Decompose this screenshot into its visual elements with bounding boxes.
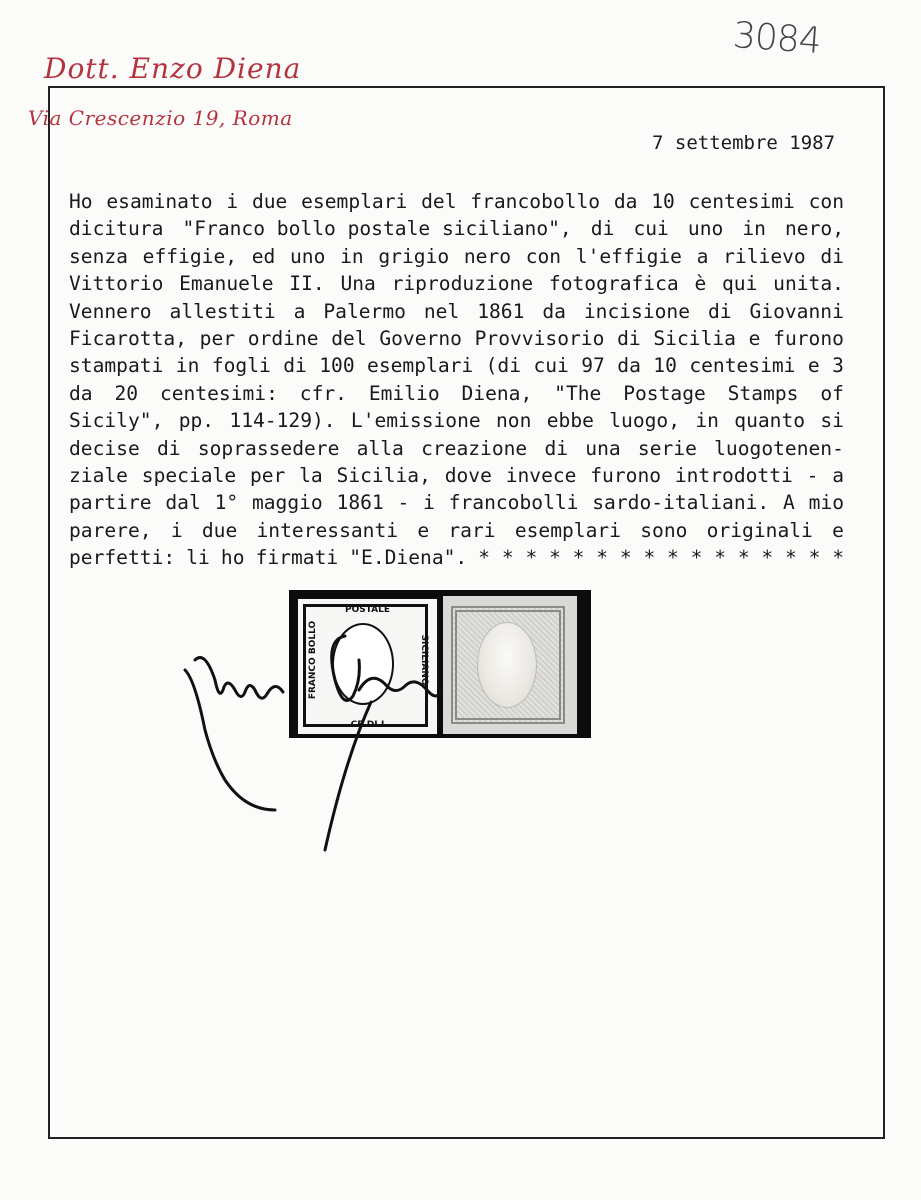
body-word: decise [69,436,140,460]
body-word: 10 [651,190,675,213]
body-word: per [249,464,286,488]
body-line [69,188,844,215]
body-word: cui [633,217,669,241]
body-word: con [525,244,562,268]
body-word: per [199,327,236,351]
body-word: qui [722,272,758,296]
body-word: del [331,327,367,351]
body-word: del [421,190,457,213]
stamp-top-label: POSTALE [344,605,391,615]
body-word: è [694,272,707,296]
body-word: * * * * * * * * * * * * * * * * [478,546,844,570]
body-word: di [283,354,307,378]
reference-number: 3084 [731,14,822,63]
body-line [69,435,844,462]
body-word: incisione [583,299,691,323]
body-word: fotografica [548,272,679,296]
body-word: II. [289,272,325,296]
body-word: furono [773,327,844,351]
body-word: uno [687,217,724,241]
body-word: luogotenen- [714,436,844,460]
body-word: parere, [69,518,152,542]
body-word: introdotti [674,464,793,488]
body-word: 97 [581,354,605,378]
body-word: perfetti: [69,546,176,570]
body-word: "The [554,381,602,405]
body-word: A [783,491,795,515]
body-word: speciale [141,464,237,488]
body-word: firmati [255,546,339,570]
body-word: L'emissione [350,409,481,433]
body-word: di [707,299,732,323]
body-word: Stamps [727,381,799,405]
body-word: da [617,354,641,378]
body-word: in [175,354,200,378]
body-word: dal [165,491,201,515]
body-word: 10 [653,354,677,378]
stamp-grey-embossed [443,596,577,734]
body-word: Ho [69,190,93,213]
body-word: ed [251,244,276,268]
stamp-left-label: FRANCO BOLLO [308,620,318,700]
letterhead-address: Via Crescenzio 19, Roma [28,106,293,130]
body-line [69,243,844,270]
body-word: sardo-italiani. [592,491,770,515]
body-word: 114-129). [229,409,336,433]
body-word: senza [69,244,128,268]
body-word: Diena, [461,381,533,405]
body-word: 1° [214,491,239,515]
body-word: invece [505,464,577,488]
body-word: Emanuele [179,272,274,296]
body-word: Emilio [368,381,440,405]
body-word: fogli [211,354,271,378]
border-top [48,86,884,88]
body-line [69,489,844,516]
body-word: soprassedere [197,436,340,460]
body-word: luogo, [609,409,681,433]
body-word: di [820,244,844,268]
body-word: 100 [319,354,355,378]
body-word: dicitura [69,217,164,241]
body-word: e [807,354,820,378]
body-word: Palermo [323,299,406,323]
body-word: sono [640,518,688,542]
body-word: di [544,436,569,460]
body-word: di [617,327,641,351]
body-word: Provvisorio [474,327,605,351]
body-word: in [742,217,766,241]
body-word: a [293,299,306,323]
body-word: ordine [247,327,319,351]
body-word: nero [463,244,512,268]
body-word: due [251,190,288,213]
border-left [48,86,50,1138]
body-word: i [423,491,435,515]
body-word: "E.Diena". [349,546,468,570]
body-word: a [832,464,844,488]
body-word: esemplari [301,190,408,213]
body-word: da [69,381,93,405]
body-word: Governo [379,327,462,351]
body-word: effigie, [142,244,238,268]
body-line [69,544,844,571]
body-word: da [542,299,566,323]
body-word: creazione [421,436,528,460]
body-word: Sicily", [69,409,164,433]
body-word: nero, [785,217,844,241]
body-line [69,352,844,379]
body-word: una [585,436,621,460]
body-line [69,270,844,297]
stamp-embossed-effigy [477,622,537,708]
body-word: Sicilia [653,327,736,351]
body-word: da [613,190,638,213]
body-word: e [748,327,761,351]
body-word: i [170,518,183,542]
body-word: e [832,518,844,542]
body-word: l'effigie [575,244,682,268]
body-word: uno [290,244,326,268]
body-word: cui [533,354,569,378]
body-line [69,325,844,352]
body-word: francobolli [448,491,579,515]
body-word: in [340,244,364,268]
body-word: di [590,217,615,241]
body-word: in [695,409,719,433]
body-word: i [226,190,239,213]
body-word: centesimi: [159,381,278,405]
body-word: Vennero [69,299,152,323]
stamp-bottom-label: CE.DI.I [350,720,385,730]
body-word: quanto [734,409,806,433]
body-word: partire [69,491,152,515]
body-word: Vittorio [69,272,164,296]
body-line [69,215,844,242]
body-word: mio [808,491,844,515]
handwritten-signature [175,620,455,860]
body-word: originali [706,518,813,542]
body-word: cfr. [299,381,347,405]
body-word: "Franco bollo postale siciliano", [182,217,572,241]
letter-date: 7 settembre 1987 [652,132,836,154]
body-word: Giovanni [749,299,844,323]
body-word: dove [444,464,492,488]
body-word: e [417,518,430,542]
letterhead-name: Dott. Enzo Diena [44,52,302,85]
body-word: Postage [623,381,706,405]
body-word: si [820,409,844,433]
body-word: non [496,409,532,433]
body-line [69,380,844,407]
body-line [69,407,844,434]
body-word: esaminato [106,190,213,213]
body-word: alla [356,436,404,460]
border-right [883,86,885,1138]
body-word: maggio [251,491,323,515]
body-word: Sicilia, [336,464,431,488]
body-word: francobollo [470,190,601,213]
body-word: 1861 [477,299,525,323]
body-word: li [186,546,210,570]
body-word: due [201,518,238,542]
body-word: pp. [178,409,215,433]
body-word: (di [485,354,522,378]
body-word: interessanti [256,518,399,542]
body-word: esemplari [514,518,621,542]
body-word: - [806,464,819,488]
body-word: Ficarotta, [69,327,187,351]
body-line [69,462,844,489]
body-word: riproduzione [391,272,534,296]
body-word: - [397,491,410,515]
body-word: con [808,190,844,213]
body-word: nel [423,299,460,323]
body-word: 3 [832,354,844,378]
border-bottom [48,1137,885,1139]
body-word: centesimi [688,190,795,213]
body-word: centesimi [689,354,796,378]
body-word: ho [220,546,245,570]
body-word: la [299,464,323,488]
body-word: serie [637,436,697,460]
body-word: rilievo [723,244,806,268]
body-word: di [157,436,181,460]
body-word: 1861 [336,491,384,515]
body-word: ziale [69,464,128,488]
body-word: stampati [69,354,164,378]
body-word: Una [340,272,376,296]
certificate-body [69,188,844,572]
body-word: 20 [114,381,139,405]
body-line [69,298,844,325]
body-word: furono [590,464,662,488]
body-word: grigio [378,244,450,268]
body-word: unita. [773,272,844,296]
body-word: esemplari [367,354,474,378]
body-word: of [820,381,844,405]
stamp-right-label: SICILIANO [419,634,429,686]
body-word: rari [448,518,496,542]
body-word: ebbe [546,409,594,433]
body-word: a [696,244,709,268]
body-line [69,517,844,544]
body-word: allestiti [169,299,276,323]
